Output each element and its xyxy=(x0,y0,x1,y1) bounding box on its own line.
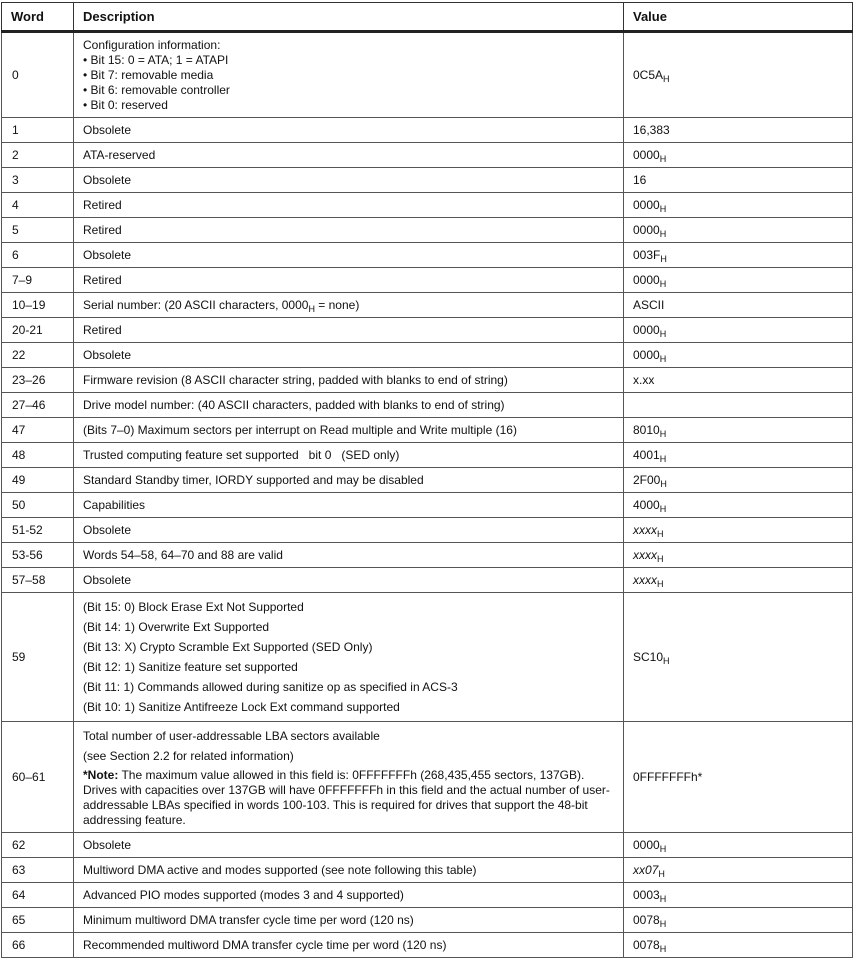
hex-subscript: H xyxy=(659,503,667,514)
word-cell: 57–58 xyxy=(2,568,74,593)
value-text: 0000 xyxy=(633,837,660,852)
value-cell xyxy=(624,143,853,168)
table-row xyxy=(2,193,853,218)
value-text: xx07 xyxy=(633,862,659,877)
table-row xyxy=(2,908,853,933)
description-cell: Retired xyxy=(74,193,624,218)
description-cell: Obsolete xyxy=(74,833,624,858)
description-cell: (Bits 7–0) Maximum sectors per interrupt on Read multiple and Write multiple (16) xyxy=(74,418,624,443)
header-value: Value xyxy=(624,3,853,32)
hex-subscript: H xyxy=(659,428,667,439)
word-cell: 53-56 xyxy=(2,543,74,568)
table-row xyxy=(2,393,853,418)
value-text: 0C5A xyxy=(633,67,664,82)
description-cell: Advanced PIO modes supported (modes 3 and 4 supported) xyxy=(74,883,624,908)
description-line: Total number of user-addressable LBA sectors available xyxy=(83,729,380,743)
hex-subscript: H xyxy=(657,528,664,539)
word-cell: 2 xyxy=(2,143,74,168)
word-cell: 60–61 xyxy=(2,722,74,833)
hex-subscript: H xyxy=(657,553,664,564)
description-cell xyxy=(74,293,624,318)
word-cell: 4 xyxy=(2,193,74,218)
word-cell: 47 xyxy=(2,418,74,443)
table-row xyxy=(2,933,853,958)
hex-subscript: H xyxy=(660,253,667,264)
hex-subscript: H xyxy=(657,578,664,589)
value-text: 0078 xyxy=(633,912,660,927)
hex-subscript: H xyxy=(659,843,667,854)
note-label: *Note: xyxy=(83,768,119,782)
hex-subscript: H xyxy=(659,278,667,289)
table-row xyxy=(2,543,853,568)
value-cell xyxy=(624,32,853,118)
table-row xyxy=(2,722,853,833)
value-cell xyxy=(624,193,853,218)
description-line: • Bit 15: 0 = ATA; 1 = ATAPI xyxy=(83,52,229,67)
value-text: xxxx xyxy=(633,572,657,587)
word-cell: 20-21 xyxy=(2,318,74,343)
table-row xyxy=(2,268,853,293)
header-row xyxy=(2,3,853,32)
hex-subscript: H xyxy=(659,203,667,214)
description-cell: Firmware revision (8 ASCII character string, padded with blanks to end of string) xyxy=(74,368,624,393)
description-line: • Bit 0: reserved xyxy=(83,97,168,112)
description-line: (Bit 15: 0) Block Erase Ext Not Supported xyxy=(83,600,304,614)
word-cell: 22 xyxy=(2,343,74,368)
description-line: (Bit 14: 1) Overwrite Ext Supported xyxy=(83,620,270,634)
description-text: = none) xyxy=(314,297,360,312)
description-cell: Retired xyxy=(74,218,624,243)
word-cell: 59 xyxy=(2,593,74,722)
value-cell xyxy=(624,543,853,568)
value-text: 16 xyxy=(633,172,647,187)
description-cell xyxy=(74,593,624,722)
hex-subscript: H xyxy=(659,153,667,164)
hex-subscript: H xyxy=(660,478,667,489)
value-cell xyxy=(624,883,853,908)
value-cell xyxy=(624,933,853,958)
value-cell xyxy=(624,593,853,722)
value-cell xyxy=(624,368,853,393)
hex-subscript: H xyxy=(663,73,670,84)
value-text: 0000 xyxy=(633,147,660,162)
value-cell xyxy=(624,118,853,143)
table-row xyxy=(2,118,853,143)
table-row xyxy=(2,218,853,243)
table-body xyxy=(2,32,853,958)
hex-subscript: H xyxy=(659,453,667,464)
hex-subscript: H xyxy=(659,228,667,239)
description-line: Configuration information: xyxy=(83,37,221,52)
word-cell: 3 xyxy=(2,168,74,193)
table-row xyxy=(2,368,853,393)
value-cell xyxy=(624,493,853,518)
value-text: 0000 xyxy=(633,197,660,212)
value-text: SC10 xyxy=(633,649,664,664)
description-cell: Obsolete xyxy=(74,518,624,543)
value-text: ASCII xyxy=(633,297,665,312)
description-text: Serial number: (20 ASCII characters, 0000 xyxy=(83,297,309,312)
word-cell: 63 xyxy=(2,858,74,883)
table-row xyxy=(2,143,853,168)
note-text: The maximum value allowed in this field is: 0FFFFFFFh (268,435,455 sectors, 137GB). Drives with capacities over 137GB will have 0FFFFFFFh in this field and the actual number of user-addressable LBAs specified in words 100-103. This is required for drives that support the 48-bit addressing feature. xyxy=(83,768,610,827)
value-cell xyxy=(624,858,853,883)
hex-subscript: H xyxy=(663,655,670,666)
description-line: (see Section 2.2 for related information) xyxy=(83,749,294,763)
hex-subscript: H xyxy=(659,353,667,364)
description-cell: Words 54–58, 64–70 and 88 are valid xyxy=(74,543,624,568)
value-cell xyxy=(624,568,853,593)
value-text: 0000 xyxy=(633,322,660,337)
description-cell: Capabilities xyxy=(74,493,624,518)
value-text: 0003 xyxy=(633,887,660,902)
value-cell xyxy=(624,343,853,368)
value-text: 003F xyxy=(633,247,661,262)
value-text: xxxx xyxy=(633,547,657,562)
word-cell: 51-52 xyxy=(2,518,74,543)
table-row xyxy=(2,493,853,518)
hex-subscript: H xyxy=(659,893,667,904)
table-row xyxy=(2,168,853,193)
value-text: 0000 xyxy=(633,272,660,287)
word-cell: 66 xyxy=(2,933,74,958)
description-cell: Obsolete xyxy=(74,568,624,593)
table-row xyxy=(2,418,853,443)
value-text: 0078 xyxy=(633,937,660,952)
value-cell xyxy=(624,518,853,543)
word-cell: 7–9 xyxy=(2,268,74,293)
value-cell xyxy=(624,908,853,933)
value-text: 8010 xyxy=(633,422,660,437)
table-row xyxy=(2,518,853,543)
header-word: Word xyxy=(2,3,74,32)
table-row xyxy=(2,568,853,593)
word-cell: 5 xyxy=(2,218,74,243)
description-line: • Bit 6: removable controller xyxy=(83,82,230,97)
value-cell xyxy=(624,268,853,293)
hex-subscript: H xyxy=(659,328,667,339)
description-cell: Obsolete xyxy=(74,168,624,193)
note-paragraph xyxy=(83,768,614,828)
value-cell xyxy=(624,468,853,493)
hex-subscript: H xyxy=(658,868,665,879)
description-line: (Bit 12: 1) Sanitize feature set supported xyxy=(83,660,298,674)
description-cell: Drive model number: (40 ASCII characters, padded with blanks to end of string) xyxy=(74,393,624,418)
value-text: 0000 xyxy=(633,222,660,237)
identify-device-table xyxy=(1,2,853,958)
table-row xyxy=(2,243,853,268)
description-cell: Minimum multiword DMA transfer cycle time per word (120 ns) xyxy=(74,908,624,933)
value-cell xyxy=(624,443,853,468)
hex-subscript: H xyxy=(308,303,315,314)
description-line: (Bit 11: 1) Commands allowed during sanitize op as specified in ACS-3 xyxy=(83,680,458,694)
word-cell: 0 xyxy=(2,32,74,118)
description-cell: Multiword DMA active and modes supported (see note following this table) xyxy=(74,858,624,883)
word-cell: 64 xyxy=(2,883,74,908)
value-cell xyxy=(624,243,853,268)
table-row xyxy=(2,468,853,493)
hex-subscript: H xyxy=(659,943,667,954)
description-cell: Obsolete xyxy=(74,118,624,143)
table-row xyxy=(2,883,853,908)
value-cell xyxy=(624,418,853,443)
value-cell xyxy=(624,393,853,418)
word-cell: 1 xyxy=(2,118,74,143)
word-cell: 6 xyxy=(2,243,74,268)
table-row xyxy=(2,293,853,318)
value-text: 2F00 xyxy=(633,472,661,487)
word-cell: 50 xyxy=(2,493,74,518)
table-row xyxy=(2,443,853,468)
header-description: Description xyxy=(74,3,624,32)
table-row xyxy=(2,858,853,883)
description-line: • Bit 7: removable media xyxy=(83,67,214,82)
word-cell: 10–19 xyxy=(2,293,74,318)
value-cell xyxy=(624,833,853,858)
table-row xyxy=(2,343,853,368)
hex-subscript: H xyxy=(659,918,667,929)
description-cell: Retired xyxy=(74,318,624,343)
value-text: 0000 xyxy=(633,347,660,362)
value-text: 0FFFFFFFh* xyxy=(633,769,703,784)
word-cell: 62 xyxy=(2,833,74,858)
value-text: x.xx xyxy=(633,372,655,387)
description-line: (Bit 13: X) Crypto Scramble Ext Supported (SED Only) xyxy=(83,640,373,654)
word-cell: 48 xyxy=(2,443,74,468)
description-cell: Trusted computing feature set supported bit 0 (SED only) xyxy=(74,443,624,468)
value-text: xxxx xyxy=(633,522,657,537)
word-cell: 49 xyxy=(2,468,74,493)
description-cell: Recommended multiword DMA transfer cycle time per word (120 ns) xyxy=(74,933,624,958)
table-row xyxy=(2,318,853,343)
value-cell xyxy=(624,318,853,343)
description-line: (Bit 10: 1) Sanitize Antifreeze Lock Ext command supported xyxy=(83,700,400,714)
description-cell: Standard Standby timer, IORDY supported and may be disabled xyxy=(74,468,624,493)
value-cell xyxy=(624,293,853,318)
value-cell xyxy=(624,218,853,243)
word-cell: 65 xyxy=(2,908,74,933)
value-text: 4000 xyxy=(633,497,660,512)
value-text: 4001 xyxy=(633,447,660,462)
word-cell: 27–46 xyxy=(2,393,74,418)
description-cell: ATA-reserved xyxy=(74,143,624,168)
description-cell xyxy=(74,32,624,118)
value-text: 16,383 xyxy=(633,122,670,137)
table-row xyxy=(2,32,853,118)
description-cell: Obsolete xyxy=(74,343,624,368)
table-row xyxy=(2,833,853,858)
table-row xyxy=(2,593,853,722)
value-cell xyxy=(624,168,853,193)
word-cell: 23–26 xyxy=(2,368,74,393)
value-cell xyxy=(624,722,853,833)
description-cell: Retired xyxy=(74,268,624,293)
description-cell xyxy=(74,722,624,833)
description-cell: Obsolete xyxy=(74,243,624,268)
